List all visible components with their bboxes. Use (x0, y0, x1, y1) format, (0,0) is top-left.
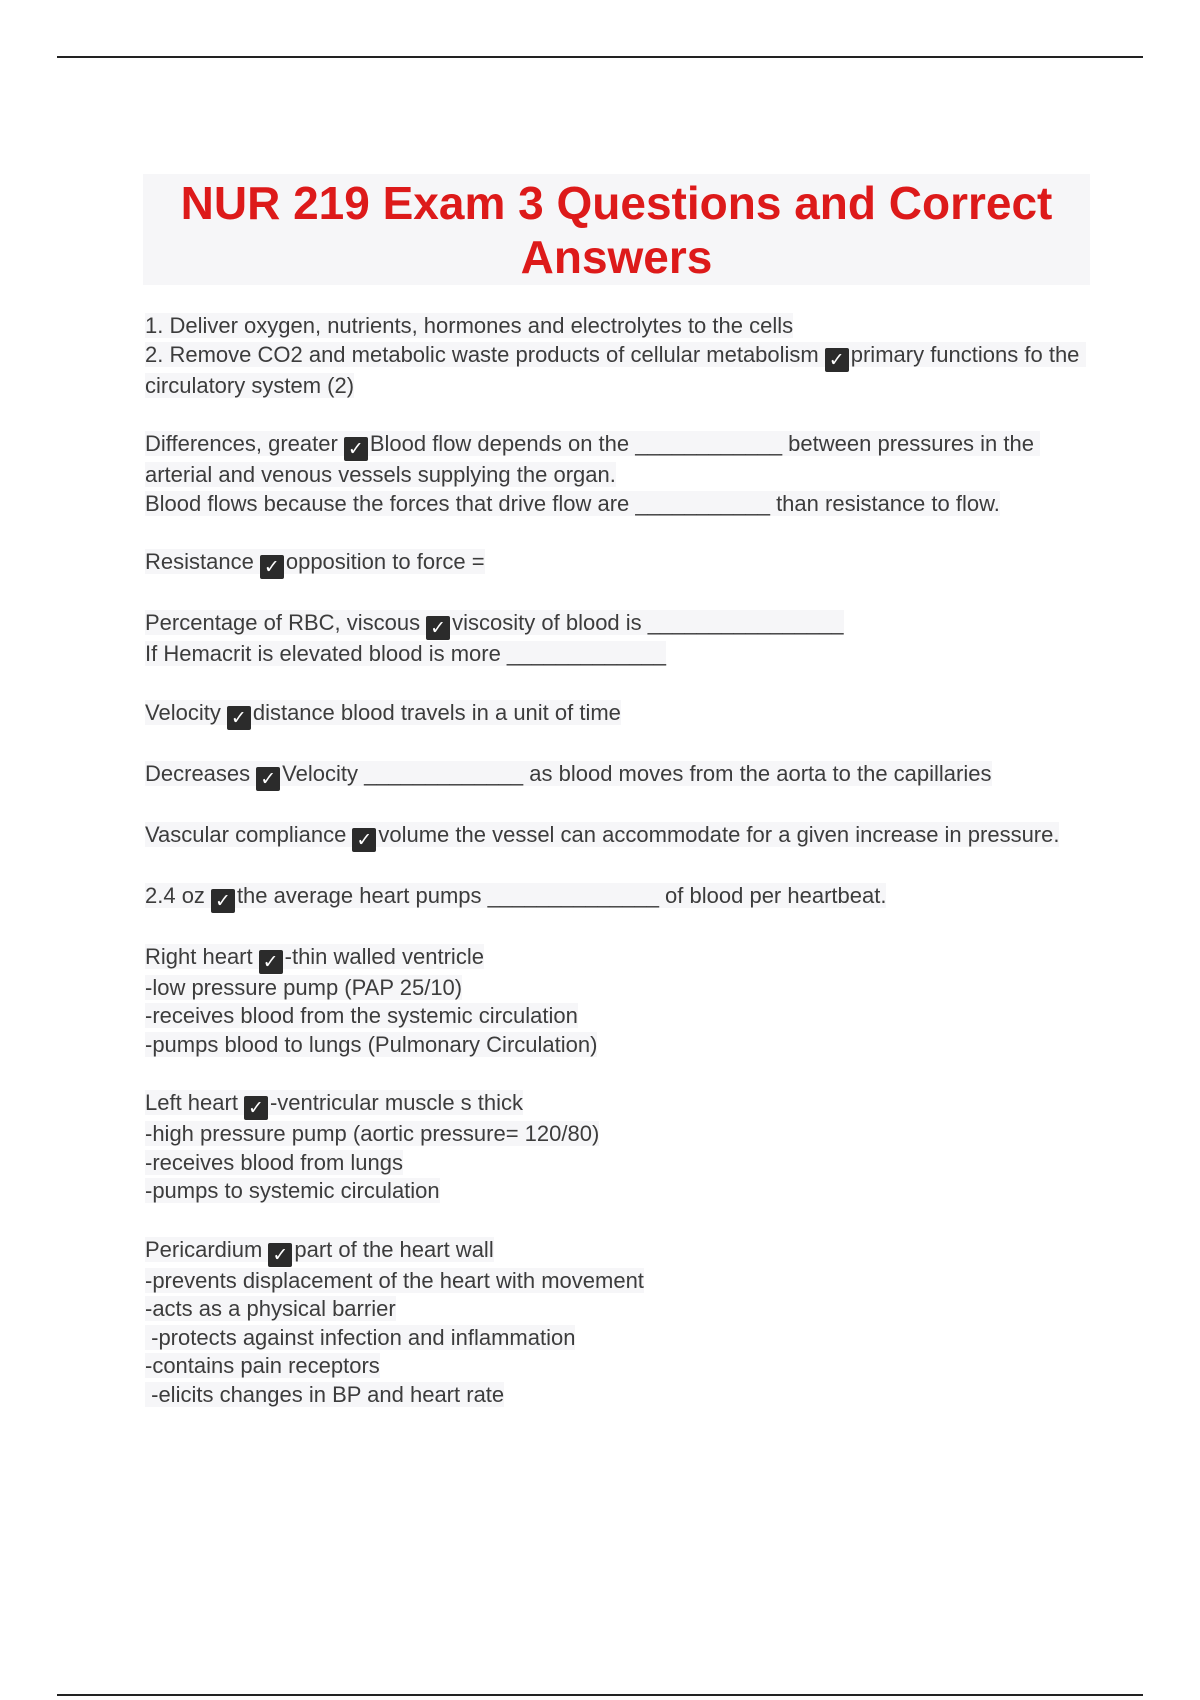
card-term: 2.4 oz (145, 882, 205, 908)
card-term: 1. Deliver oxygen, nutrients, hormones and electrolytes to the cells 2. Remove CO2 and metabolic waste products of cellular metabolism (145, 313, 819, 367)
card-term: Differences, greater (145, 431, 338, 456)
header-rule (57, 56, 1143, 58)
checkmark-icon: ✓ (426, 616, 450, 640)
card-definition: viscosity of blood is ________________ If Hemacrit is elevated blood is more _____________ (145, 610, 844, 666)
flashcard (145, 699, 1095, 730)
card-definition: opposition to force = (285, 549, 485, 574)
flashcard (145, 943, 1095, 1060)
card-definition: -ventricular muscle s thick -high pressure pump (aortic pressure= 120/80) -receives blood from lungs -pumps to systemic circulation (145, 1090, 600, 1203)
checkmark-icon: ✓ (268, 1243, 292, 1267)
checkmark-icon: ✓ (259, 950, 283, 974)
card-term: Percentage of RBC, viscous (145, 610, 421, 635)
checkmark-icon: ✓ (260, 555, 284, 579)
checkmark-icon: ✓ (211, 889, 235, 913)
card-definition: Velocity _____________ as blood moves from the aorta to the capillaries (282, 760, 992, 786)
card-term: Velocity (145, 699, 221, 725)
checkmark-icon: ✓ (244, 1096, 268, 1120)
flashcard (145, 312, 1095, 400)
card-term: Vascular compliance (145, 821, 347, 847)
card-term: Resistance (145, 549, 254, 574)
flashcard-list (145, 312, 1095, 1439)
card-definition: volume the vessel can accommodate for a given increase in pressure. (378, 821, 1060, 847)
card-term: Decreases (145, 760, 251, 786)
checkmark-icon: ✓ (344, 437, 368, 461)
card-definition: part of the heart wall -prevents displacement of the heart with movement -acts as a physical barrier -protects against infection and inflammation -contains pain receptors -elicits changes in BP and heart rate (145, 1236, 644, 1407)
card-definition: primary functions fo the circulatory system (2) (145, 341, 1086, 398)
checkmark-icon: ✓ (825, 348, 849, 372)
card-definition: Blood flow depends on the ____________ between pressures in the arterial and venous vessels supplying the organ. Blood flows because the forces that drive flow are ___________ than resistance to flow. (145, 431, 1034, 516)
card-term: Pericardium (145, 1236, 263, 1262)
flashcard (145, 430, 1095, 518)
flashcard (145, 821, 1095, 852)
checkmark-icon: ✓ (352, 828, 376, 852)
flashcard (145, 882, 1095, 913)
document-title: NUR 219 Exam 3 Questions and Correct Answers (180, 176, 1053, 283)
flashcard (145, 760, 1095, 791)
footer-rule (57, 1694, 1143, 1696)
flashcard (145, 548, 1095, 579)
card-term: Left heart (145, 1090, 238, 1115)
flashcard (145, 1236, 1095, 1410)
card-term: Right heart (145, 943, 253, 969)
card-definition: -thin walled ventricle -low pressure pump (PAP 25/10) -receives blood from the systemic circulation -pumps blood to lungs (Pulmonary Circulation) (145, 943, 598, 1057)
checkmark-icon: ✓ (256, 767, 280, 791)
flashcard (145, 1089, 1095, 1206)
title-banner (143, 174, 1090, 285)
checkmark-icon: ✓ (227, 706, 251, 730)
flashcard (145, 609, 1095, 669)
card-definition: the average heart pumps ______________ of blood per heartbeat. (236, 882, 887, 908)
card-definition: distance blood travels in a unit of time (252, 699, 621, 725)
